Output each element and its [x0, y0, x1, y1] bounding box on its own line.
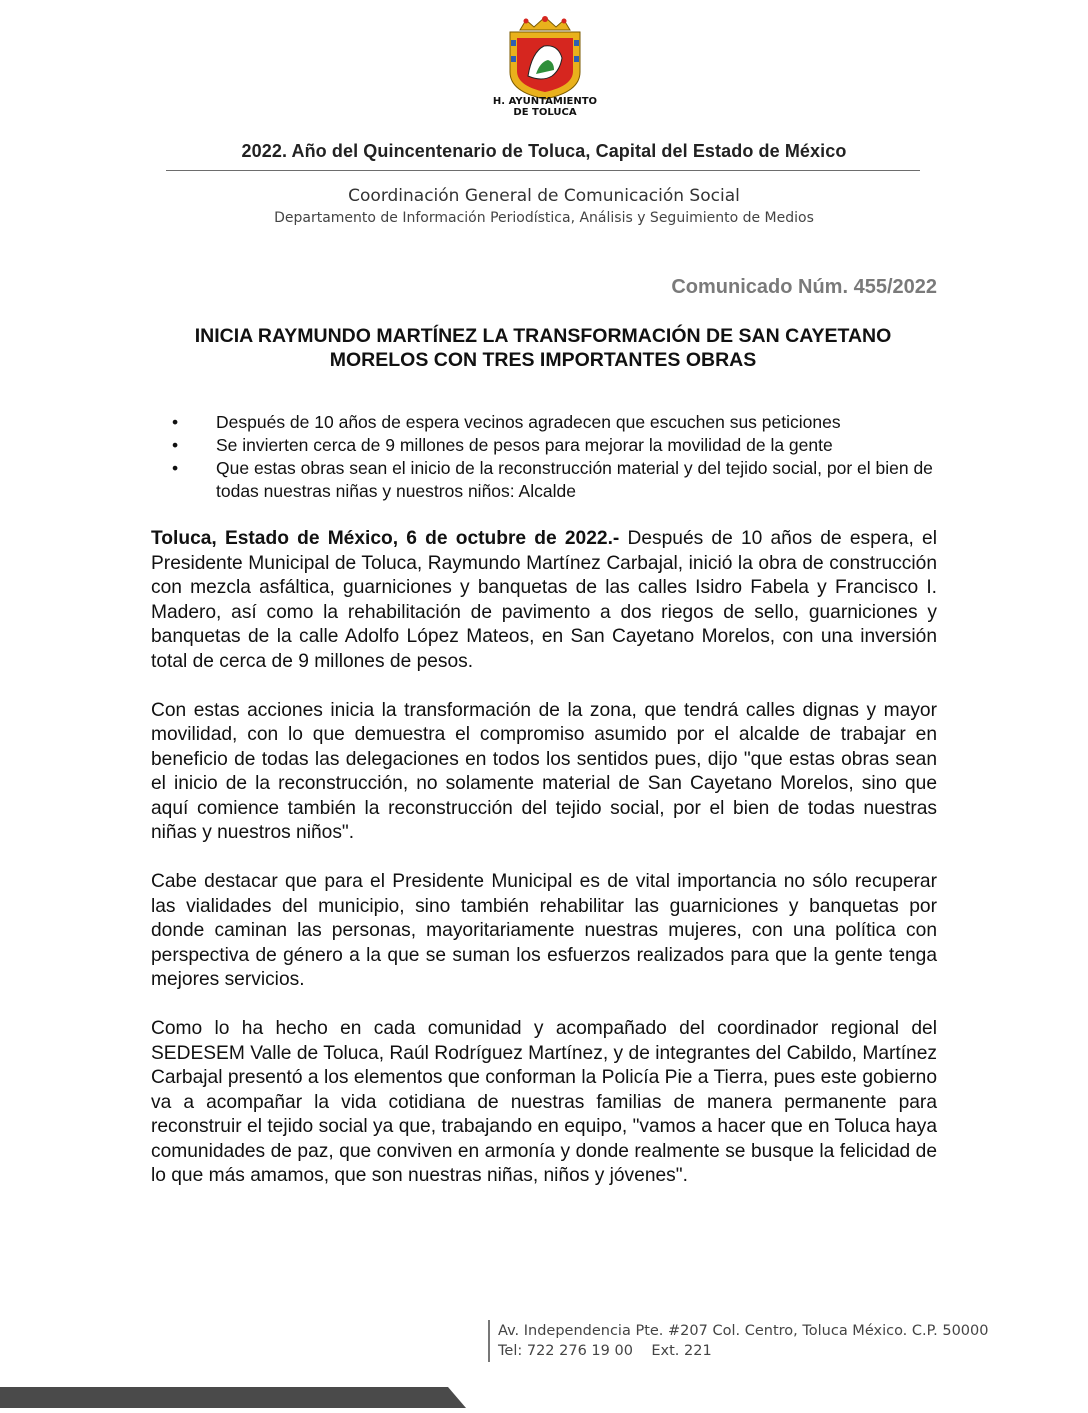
headline [150, 324, 936, 372]
bullet-icon: • [172, 458, 179, 478]
footer-phone: Tel: 722 276 19 00 Ext. 221 [498, 1343, 712, 1359]
header-divider [166, 170, 920, 171]
paragraph: Cabe destacar que para el Presidente Municipal es de vital importancia no sólo recuperar las vialidades del municipio, sino también rehabilitar las guarniciones y banquetas por donde caminan las personas, mayoritariamente nuestras mujeres, con una política con perspectiva de género a la que se suman los esfuerzos realizados para que la gente tenga mejores servicios. [151, 871, 937, 990]
paragraph [151, 527, 937, 674]
list-item [172, 411, 942, 434]
department-subtitle: Departamento de Información Periodística, Análisis y Seguimiento de Medios [274, 210, 814, 226]
logo-caption-line-2: DE TOLUCA [513, 107, 577, 118]
logo-caption-line-1: H. AYUNTAMIENTO [492, 96, 598, 107]
paragraph: Con estas acciones inicia la transformación de la zona, que tendrá calles dignas y mayor movilidad, con lo que demuestra el compromiso asumido por el alcalde de trabajar en beneficio de todas las delegaciones en todos los sentidos pues, dijo "que estas obras sean el inicio de la reconstrucción, no solamente material de San Cayetano Morelos, sino que aquí comience también la reconstrucción del tejido social, por el bien de todas nuestras niñas y nuestros niños". [151, 699, 937, 843]
list-item [172, 434, 942, 457]
department-title: Coordinación General de Comunicación Social [348, 186, 740, 206]
footer-contact [498, 1321, 988, 1361]
list-item [172, 457, 942, 503]
footer-address: Av. Independencia Pte. #207 Col. Centro, Toluca México. C.P. 50000 [498, 1323, 989, 1339]
headline-line-2: MORELOS CON TRES IMPORTANTES OBRAS [329, 349, 757, 371]
paragraph-text: Después de 10 años de espera, el Presidente Municipal de Toluca, Raymundo Martínez Carbajal, inició la obra de construcción con mezcla asfáltica, guarniciones y banquetas de las calles Isidro Fabela y Francisco I. Madero, así como la rehabilitación de pavimento a dos riegos de sello, guarniciones y banquetas de la calle Adolfo López Mateos, en San Cayetano Morelos, con una inversión total de cerca de 9 millones de pesos. [151, 528, 937, 672]
article-body [151, 527, 937, 1213]
footer-bar [0, 1387, 1088, 1408]
highlights-list [172, 411, 942, 503]
headline-line-1: INICIA RAYMUNDO MARTÍNEZ LA TRANSFORMACIÓN DE SAN CAYETANO [194, 325, 892, 347]
list-item-text: Que estas obras sean el inicio de la reconstrucción material y del tejido social, por el bien de todas nuestras niñas y nuestros niños: Alcalde [216, 458, 933, 501]
list-item-text: Después de 10 años de espera vecinos agradecen que escuchen sus peticiones [216, 412, 841, 432]
release-number: Comunicado Núm. 455/2022 [671, 276, 937, 298]
dateline: Toluca, Estado de México, 6 de octubre de 2022.- [151, 528, 620, 549]
paragraph: Como lo ha hecho en cada comunidad y acompañado del coordinador regional del SEDESEM Valle de Toluca, Raúl Rodríguez Martínez, y de integrantes del Cabildo, Martínez Carbajal presentó a los elementos que conforman la Policía Pie a Tierra, pues este gobierno va a acompañar la vida cotidiana de nuestras familias de manera permanente para reconstruir el tejido social ya que, trabajando en equipo, "vamos a hacer que en Toluca haya comunidades de paz, que conviven en armonía y donde realmente se busque la felicidad de lo que más amamos, que son nuestras niñas, niños y jóvenes". [151, 1018, 937, 1186]
toluca-coat-of-arms-icon [502, 16, 588, 100]
bullet-icon: • [172, 412, 179, 432]
year-motto: 2022. Año del Quincentenario de Toluca, Capital del Estado de México [241, 141, 847, 161]
bullet-icon: • [172, 435, 179, 455]
list-item-text: Se invierten cerca de 9 millones de pesos para mejorar la movilidad de la gente [216, 435, 833, 455]
logo-caption [440, 96, 650, 118]
footer-divider [488, 1320, 490, 1362]
